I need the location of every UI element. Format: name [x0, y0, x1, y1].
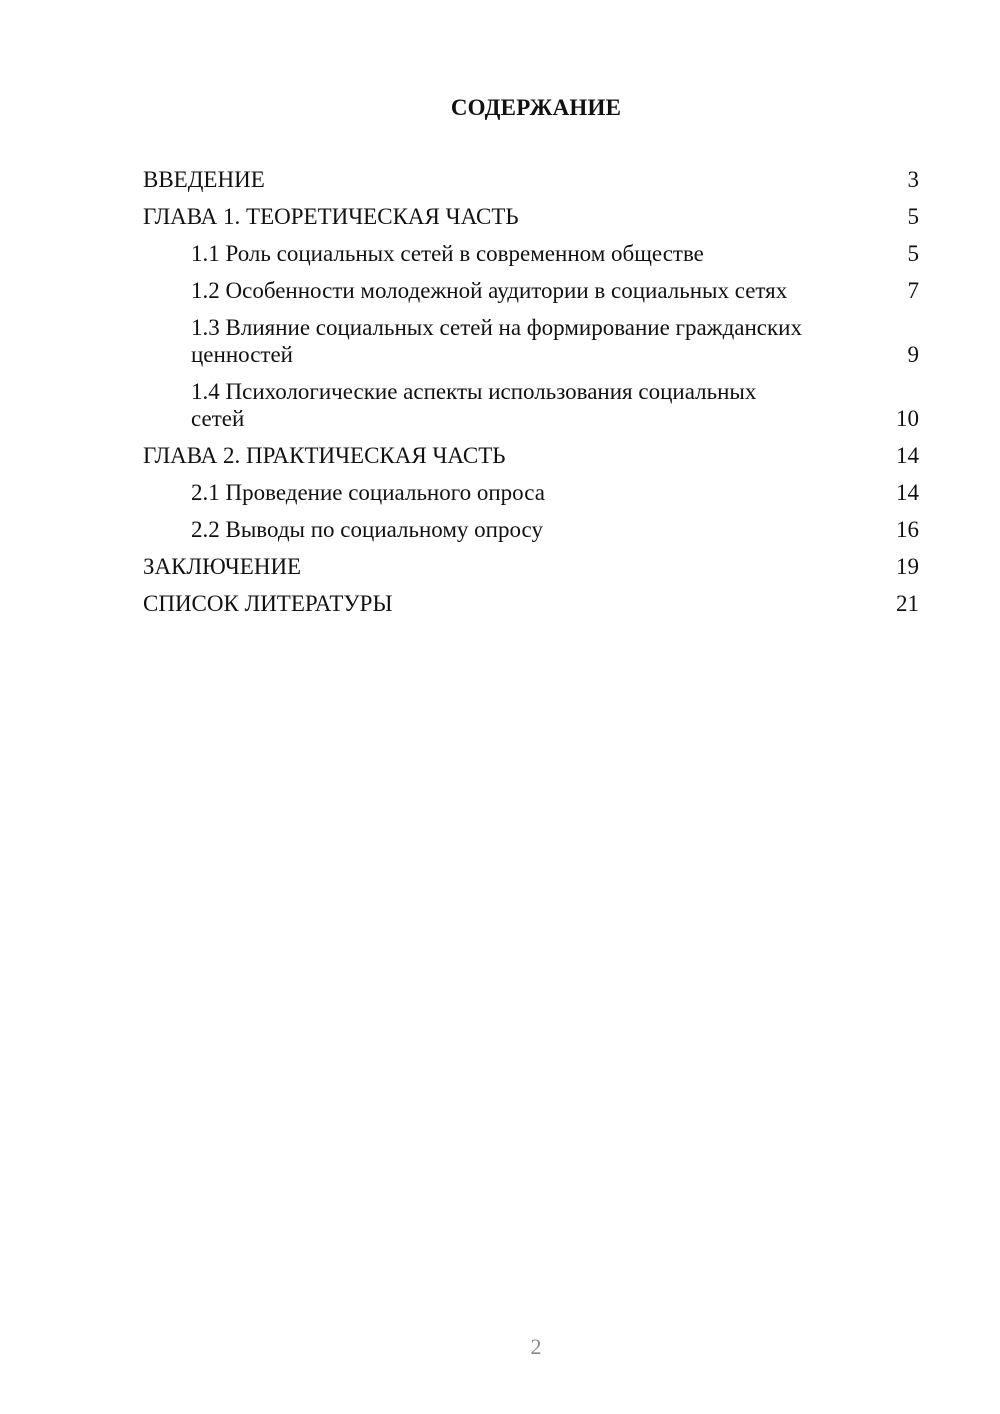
toc-entry-title: 1.1 Роль социальных сетей в современном обществе	[191, 241, 704, 266]
toc-entry-section-1-1[interactable]	[143, 240, 919, 267]
toc-entry-section-2-1[interactable]	[143, 479, 919, 506]
toc-entry-chapter-2[interactable]	[143, 442, 919, 469]
toc-entry-page: 3	[907, 167, 919, 192]
toc-entry-title: ГЛАВА 2. ПРАКТИЧЕСКАЯ ЧАСТЬ	[143, 443, 506, 468]
toc-entry-page: 14	[896, 443, 919, 468]
toc-entry-title: СПИСОК ЛИТЕРАТУРЫ	[143, 591, 393, 616]
toc-entry-page: 14	[896, 480, 919, 505]
toc-entry-page: 21	[896, 591, 919, 616]
toc-entry-page: 16	[896, 517, 919, 542]
toc-entry-conclusion[interactable]	[143, 553, 919, 580]
toc-entry-page: 7	[907, 278, 919, 303]
toc-entry-section-2-2[interactable]	[143, 516, 919, 543]
toc-entry-section-1-4[interactable]	[143, 378, 919, 432]
toc-entry-page: 10	[896, 406, 919, 431]
table-of-contents	[143, 166, 919, 627]
toc-entry-section-1-3[interactable]	[143, 314, 919, 368]
toc-entry-title: 1.3 Влияние социальных сетей на формирование гражданских ценностей	[191, 315, 802, 367]
toc-entry-title: ГЛАВА 1. ТЕОРЕТИЧЕСКАЯ ЧАСТЬ	[143, 204, 519, 229]
toc-entry-title: ЗАКЛЮЧЕНИЕ	[143, 554, 302, 579]
toc-entry-title: 2.1 Проведение социального опроса	[191, 480, 545, 505]
toc-entry-page: 19	[896, 554, 919, 579]
page-number: 2	[530, 1334, 542, 1359]
toc-entry-page: 5	[907, 204, 919, 229]
page-title: СОДЕРЖАНИЕ	[450, 95, 622, 120]
toc-entry-section-1-2[interactable]	[143, 277, 919, 304]
toc-entry-introduction[interactable]	[143, 166, 919, 193]
toc-entry-title: 2.2 Выводы по социальному опросу	[191, 517, 543, 542]
toc-entry-page: 5	[907, 241, 919, 266]
toc-entry-page: 9	[907, 342, 919, 367]
toc-entry-title: ВВЕДЕНИЕ	[143, 167, 265, 192]
toc-entry-chapter-1[interactable]	[143, 203, 919, 230]
toc-entry-bibliography[interactable]	[143, 590, 919, 617]
toc-entry-title: 1.2 Особенности молодежной аудитории в социальных сетях	[191, 278, 788, 303]
toc-entry-title: 1.4 Психологические аспекты использования социальных сетей	[191, 379, 757, 431]
